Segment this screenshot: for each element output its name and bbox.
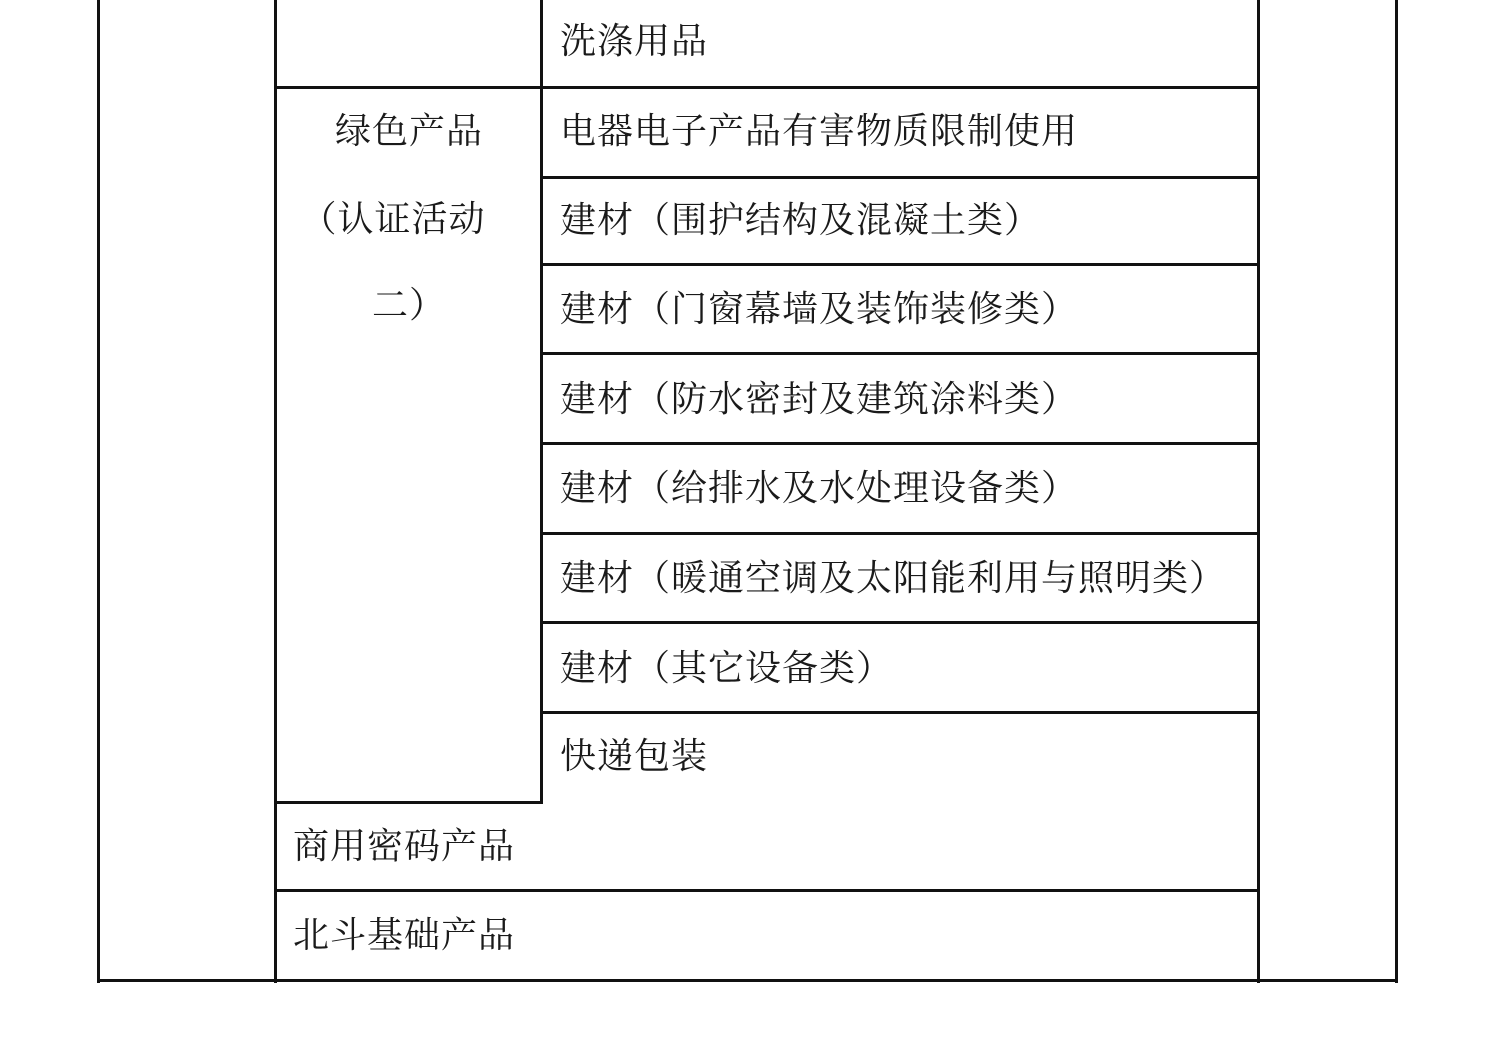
table-cell-item: 快递包装 <box>560 736 709 777</box>
group-label-line3: 二） <box>371 285 446 326</box>
table-row-divider <box>540 352 1260 355</box>
table-cell-item: 建材（暖通空调及太阳能利用与照明类） <box>560 558 1227 599</box>
table-row-divider <box>540 442 1260 445</box>
table-row-label: 商用密码产品 <box>293 826 516 867</box>
table-row-divider <box>540 176 1260 179</box>
table-column-divider-3 <box>1257 0 1260 983</box>
table-row-divider <box>274 889 1260 892</box>
table-column-divider-1 <box>274 0 277 983</box>
table-right-border <box>1395 0 1398 983</box>
table-row-label: 北斗基础产品 <box>293 915 516 956</box>
table-cell-item: 建材（给排水及水处理设备类） <box>560 468 1079 509</box>
table-row-divider <box>274 801 543 804</box>
table-row-divider <box>540 263 1260 266</box>
table-row-divider <box>540 532 1260 535</box>
table-row-divider <box>540 711 1260 714</box>
table-row-divider <box>274 86 1260 89</box>
group-label-line2: （认证活动 <box>300 199 486 240</box>
table-cell-item: 建材（其它设备类） <box>560 648 894 689</box>
table-row-divider <box>540 621 1260 624</box>
table-column-divider-2 <box>540 0 543 803</box>
table-cell-item: 建材（防水密封及建筑涂料类） <box>560 379 1079 420</box>
group-label-line1: 绿色产品 <box>334 111 483 152</box>
table-cell-item: 建材（围护结构及混凝土类） <box>560 200 1042 241</box>
table-bottom-border <box>97 979 1398 982</box>
table-cell-item: 电器电子产品有害物质限制使用 <box>560 111 1079 152</box>
table-cell-item: 建材（门窗幕墙及装饰装修类） <box>560 289 1079 330</box>
table-left-border <box>97 0 100 983</box>
table-cell-item: 洗涤用品 <box>560 21 709 62</box>
